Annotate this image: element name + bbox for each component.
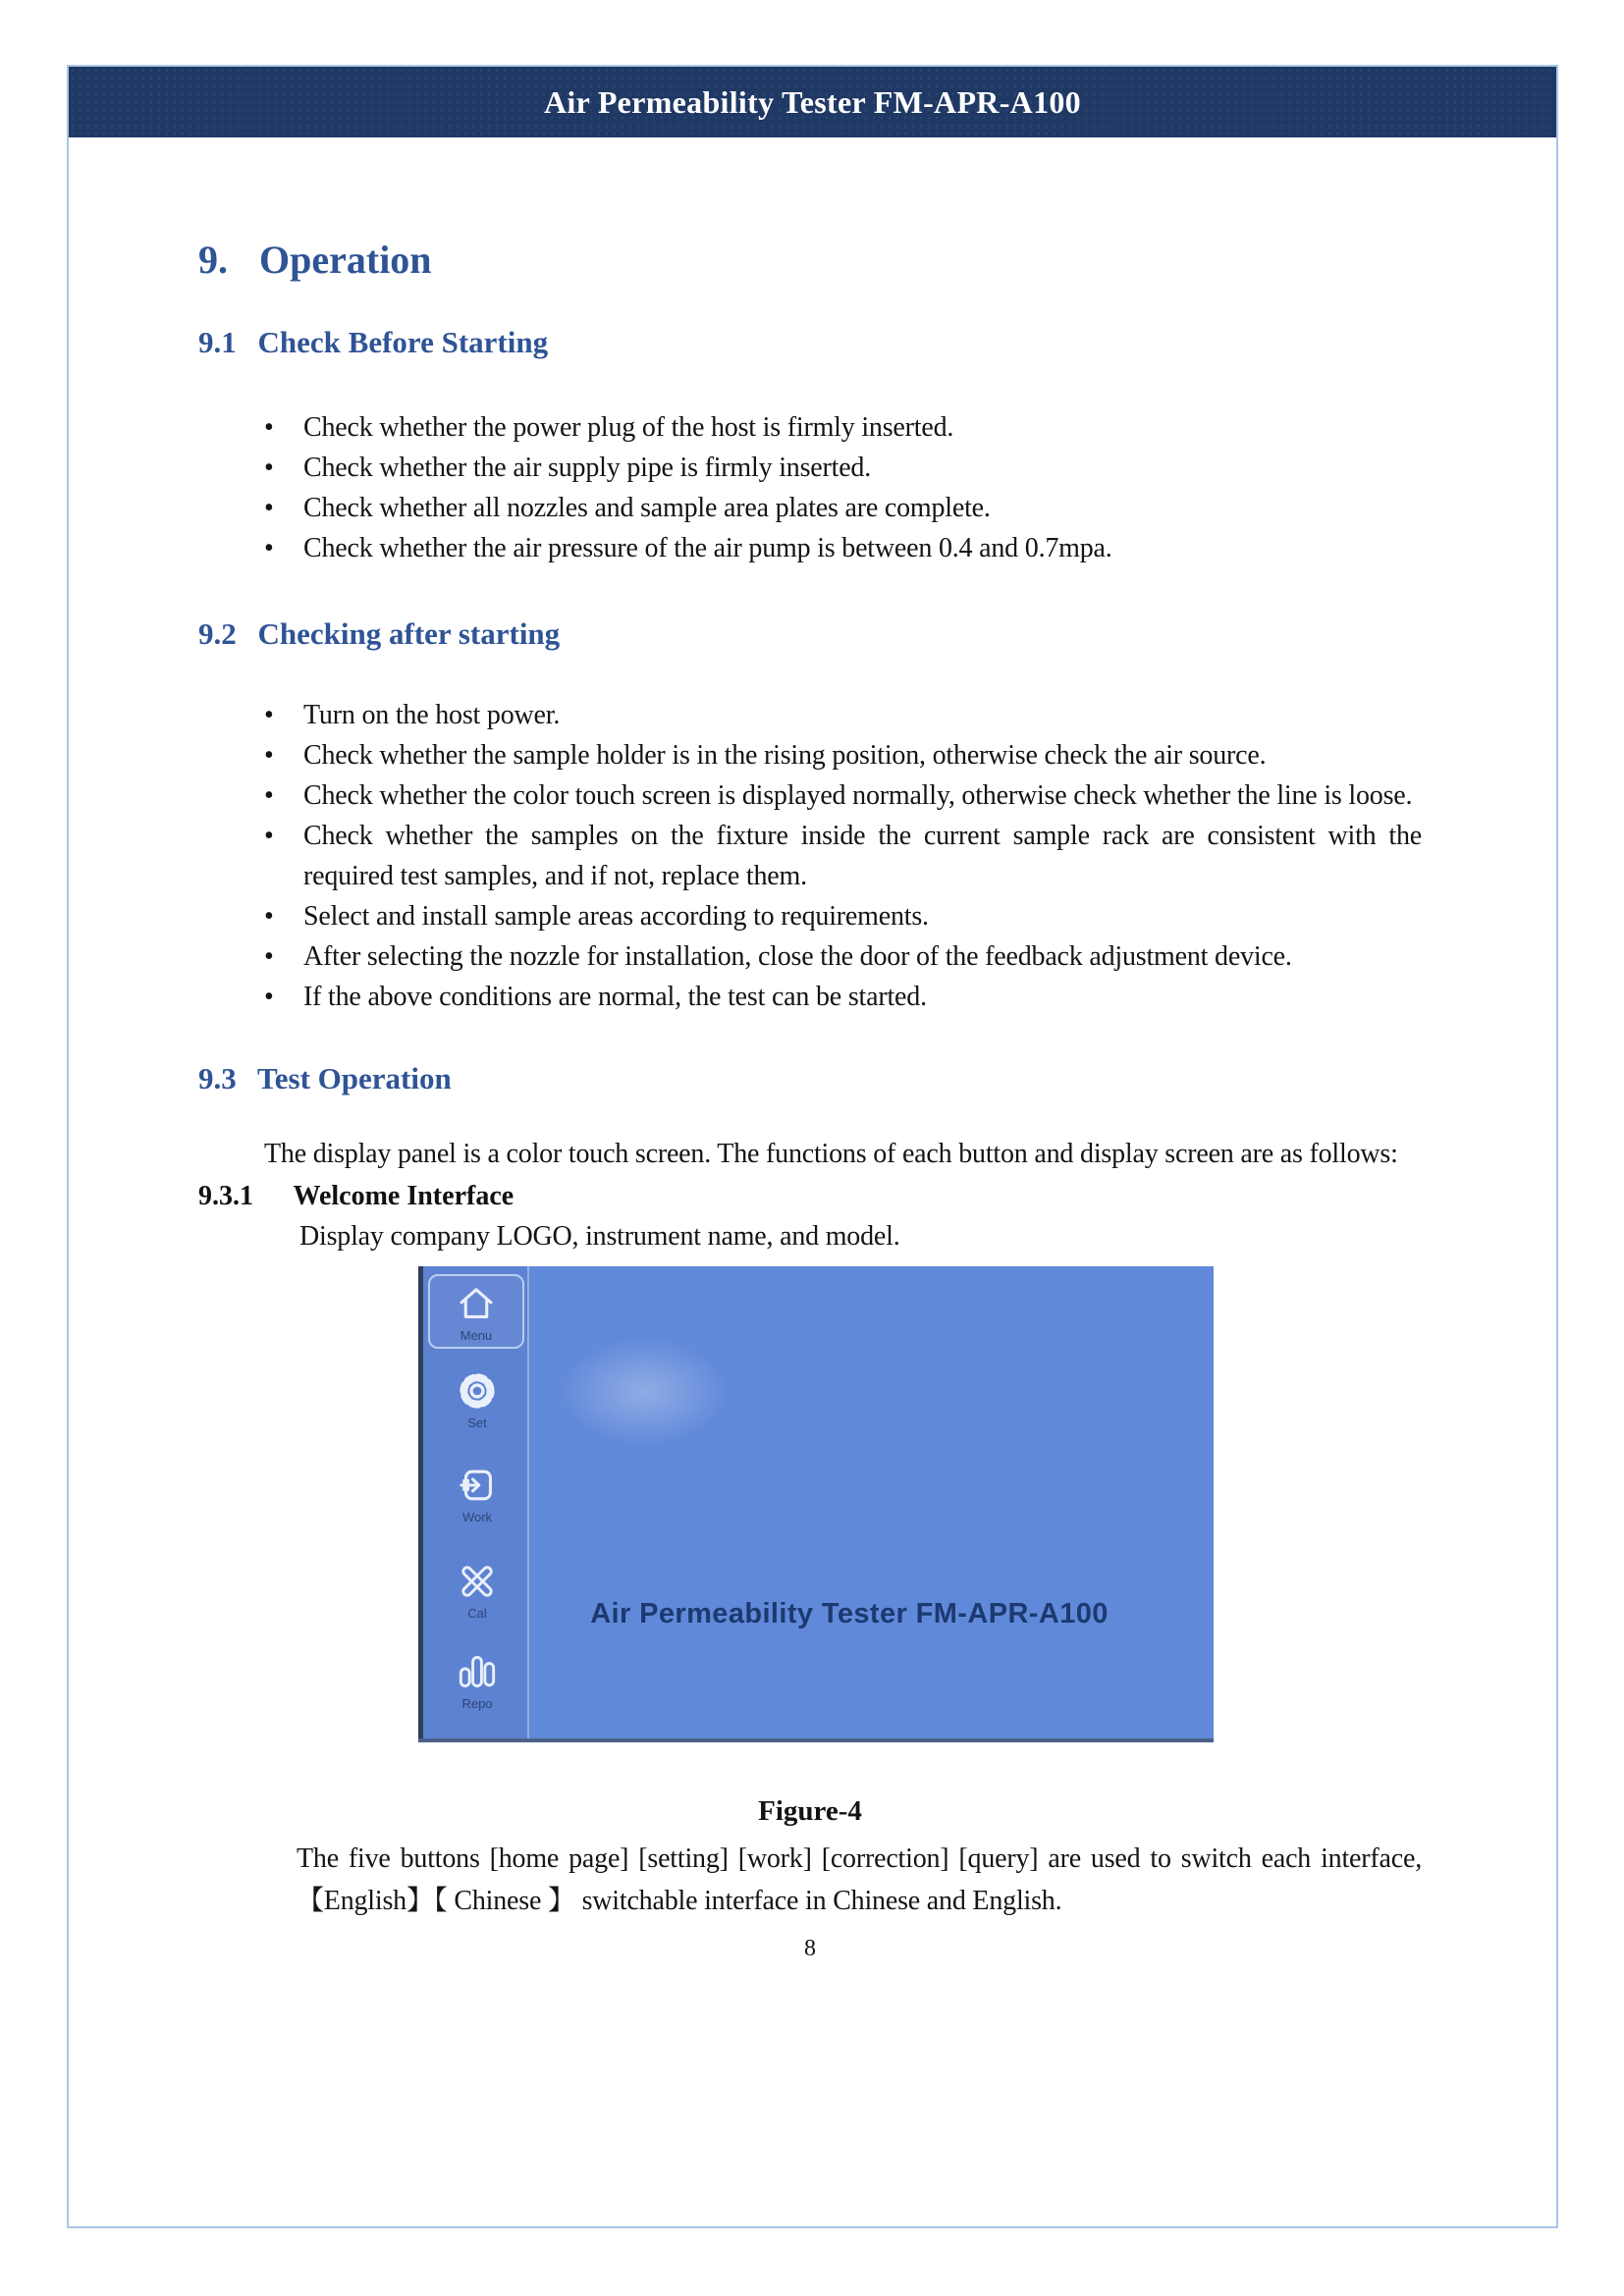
bullet-item: • Check whether the air pressure of the air pump is between 0.4 and 0.7mpa.	[303, 528, 1422, 568]
section-9-3-1-number: 9.3.1	[198, 1181, 253, 1211]
welcome-interface-description: Display company LOGO, instrument name, and model.	[299, 1221, 900, 1252]
gear-icon	[455, 1368, 500, 1414]
sidebar-item-label: Cal	[467, 1606, 487, 1621]
bullet-item: • Turn on the host power.	[303, 695, 1422, 735]
page-content	[69, 238, 1556, 1963]
bullet-item: • Check whether the sample holder is in the rising position, otherwise check the air source.	[303, 735, 1422, 775]
home-icon	[454, 1281, 499, 1326]
section-9-title: Operation	[259, 238, 432, 282]
welcome-interface-screenshot	[418, 1266, 1214, 1742]
sidebar-item-label: Set	[467, 1415, 487, 1430]
section-9-heading	[198, 238, 1422, 283]
section-9-1-heading	[198, 324, 1422, 360]
section-9-3-title: Test Operation	[256, 1061, 452, 1095]
bullet-item: • Check whether the samples on the fixture inside the current sample rack are consistent with the required test samples, and if not, replace them.	[303, 816, 1422, 896]
sidebar-item-menu	[428, 1274, 524, 1349]
sidebar-item-label: Work	[461, 1510, 493, 1524]
screenshot-title: Air Permeability Tester FM-APR-A100	[590, 1598, 1109, 1629]
sidebar-item-set	[430, 1368, 524, 1430]
sidebar-item-cal	[430, 1559, 524, 1621]
sidebar-item-repo	[430, 1649, 524, 1711]
manual-page	[67, 65, 1558, 2228]
test-operation-intro: The display panel is a color touch screen. The functions of each button and display screen are as follows:	[264, 1139, 1398, 1169]
page-header-title: Air Permeability Tester FM-APR-A100	[544, 83, 1081, 120]
section-9-2-title: Checking after starting	[257, 616, 561, 651]
section-9-2-heading	[198, 615, 1422, 652]
sidebar-item-label: Repo	[461, 1696, 493, 1711]
section-9-3-1-heading	[198, 1176, 1422, 1216]
bullet-item: • If the above conditions are normal, the test can be started.	[303, 977, 1422, 1017]
bullet-item: • Check whether the power plug of the host is firmly inserted.	[303, 407, 1422, 448]
section-9-2-number: 9.2	[198, 616, 237, 651]
sidebar-item-label: Menu	[460, 1328, 493, 1343]
section-9-1-title: Check Before Starting	[257, 325, 549, 359]
check-before-starting-list	[198, 407, 1422, 568]
logo-watermark	[556, 1335, 732, 1448]
bullet-item: • Check whether all nozzles and sample area plates are complete.	[303, 488, 1422, 528]
bullet-item: • Check whether the air supply pipe is firmly inserted.	[303, 448, 1422, 488]
bullet-item: • After selecting the nozzle for installation, close the door of the feedback adjustment device.	[303, 936, 1422, 977]
enter-arrow-icon	[455, 1463, 500, 1508]
section-9-number: 9.	[198, 238, 228, 282]
section-9-1-number: 9.1	[198, 325, 237, 359]
figure-description: The five buttons [home page] [setting] [work] [correction] [query] are used to switch each interface, 【English】【 Chinese 】 switchable interface in Chinese and English.	[297, 1843, 1422, 1916]
checking-after-starting-list	[198, 695, 1422, 1017]
sidebar-item-work	[430, 1463, 524, 1524]
section-9-3-number: 9.3	[198, 1061, 237, 1095]
bullet-item: • Check whether the color touch screen is displayed normally, otherwise check whether the line is loose.	[303, 775, 1422, 816]
figure-caption: Figure-4	[758, 1795, 862, 1827]
page-number: 8	[804, 1936, 816, 1961]
section-9-3-1-title: Welcome Interface	[293, 1181, 514, 1211]
page-header	[69, 67, 1556, 137]
bar-chart-icon	[455, 1649, 500, 1694]
section-9-3-heading	[198, 1060, 1422, 1096]
bullet-item: • Select and install sample areas according to requirements.	[303, 896, 1422, 936]
crossed-tools-icon	[455, 1559, 500, 1604]
screenshot-sidebar	[418, 1266, 529, 1738]
